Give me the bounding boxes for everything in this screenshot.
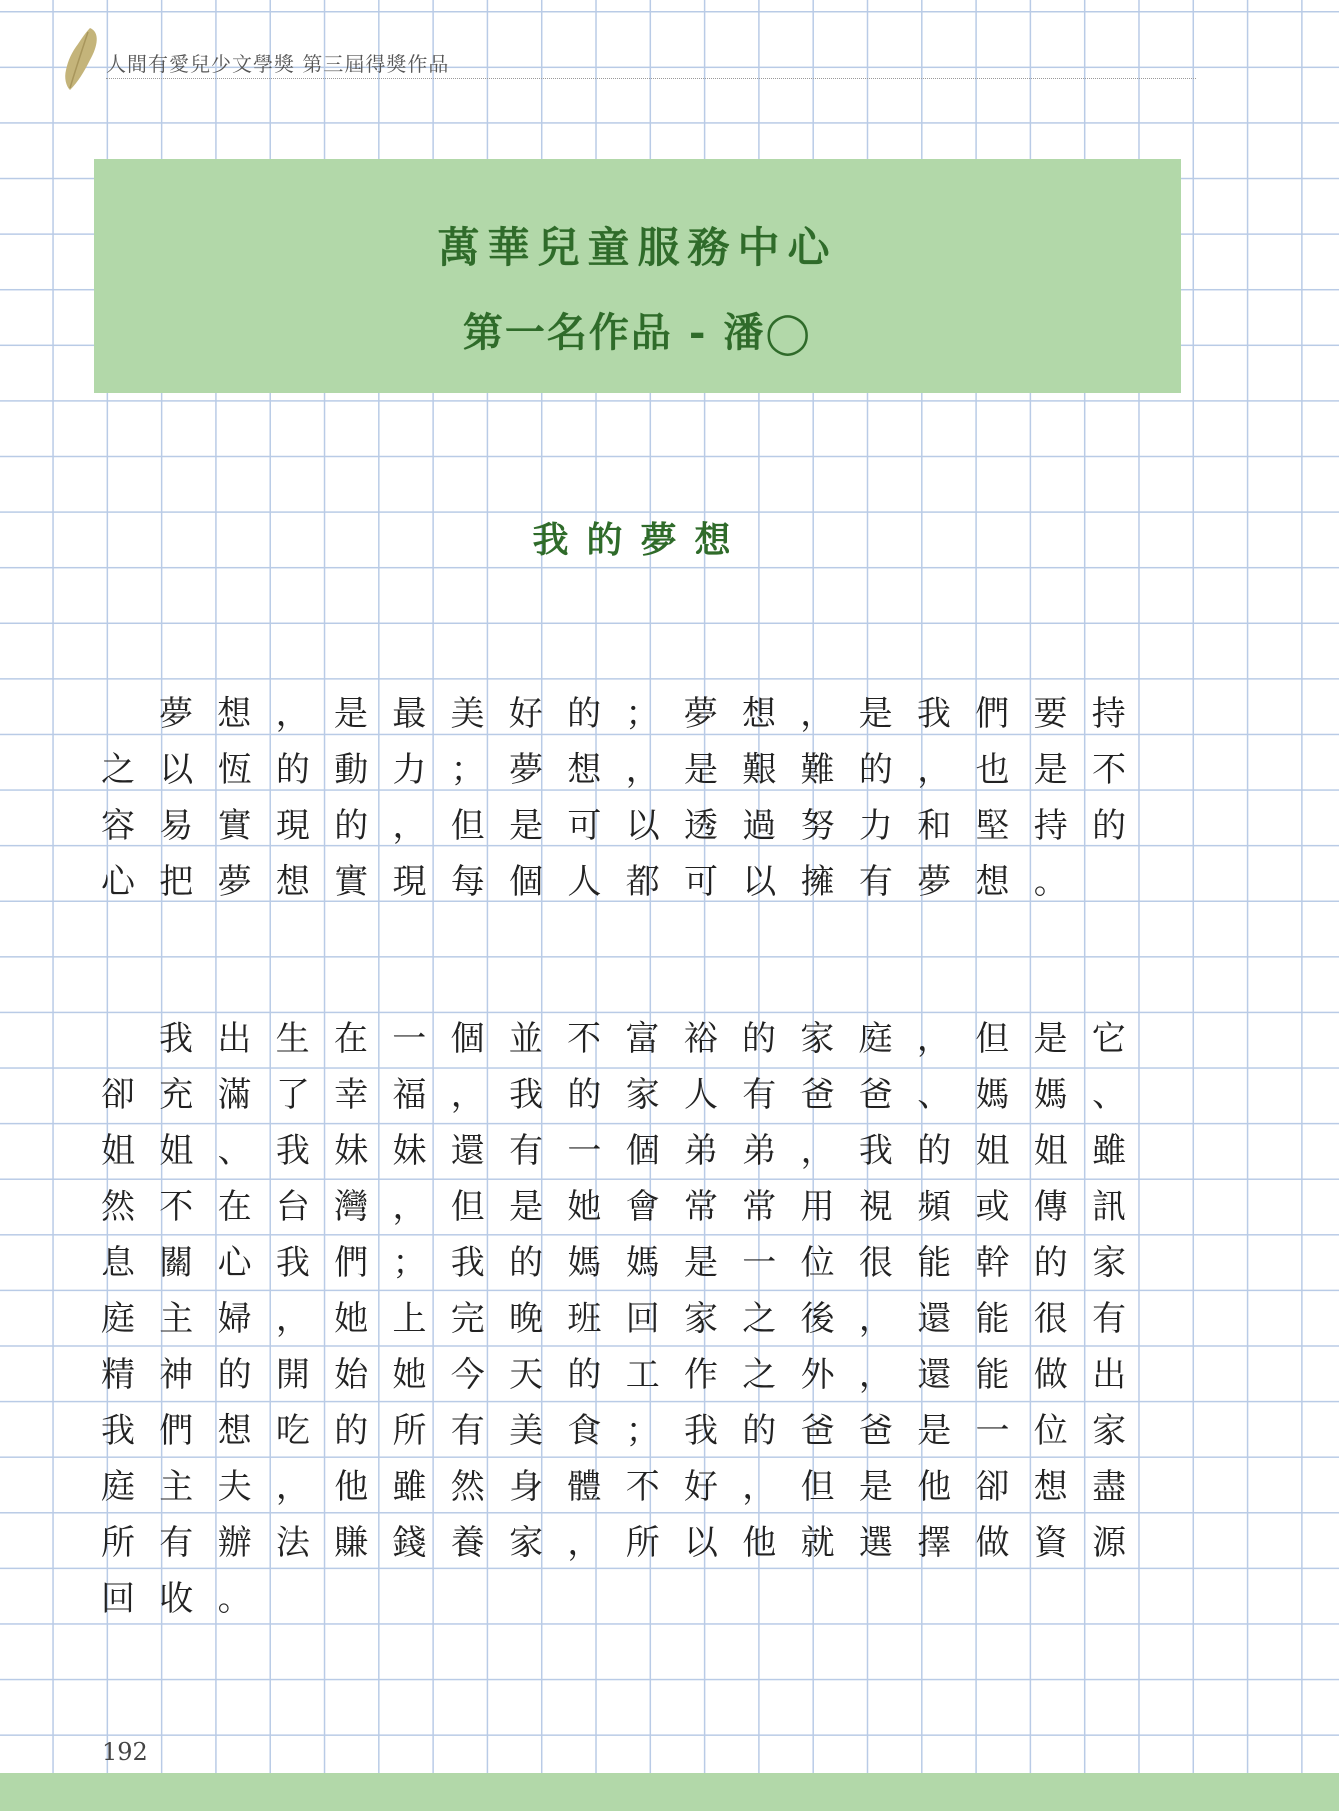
- footer-bar: [0, 1773, 1339, 1811]
- essay-paragraph: 我出生在一個並不富裕的家庭，但是它卻充滿了幸福，我的家人有爸爸、媽媽、姐姐、我妹妹還有一個弟弟，我的姐姐雖然不在台灣，但是她會常常用視頻或傳訊息關心我們；我的媽媽是一位很能幹的家庭主婦，她上完晚班回家之後，還能很有精神的開始她今天的工作之外，還能做出我們想吃的所有美食；我的爸爸是一位家庭主夫，他雖然身體不好，但是他卻想盡所有辦法賺錢養家，所以他就選擇做資源回收。: [101, 1019, 1151, 1619]
- essay-paragraph: 夢想，是最美好的；夢想，是我們要持之以恆的動力；夢想，是艱難的，也是不容易實現的，但是可以透過努力和堅持的心把夢想實現每個人都可以擁有夢想。: [101, 694, 1151, 902]
- center-name: 萬華兒童服務中心: [437, 223, 838, 272]
- essay-title: 我的夢想: [532, 519, 749, 561]
- taiwan-leaf-icon: [60, 26, 104, 92]
- page-number: 192: [102, 1738, 148, 1766]
- essay-paragraph-2-block: [101, 1011, 1186, 1627]
- essay-paragraph-1-block: [101, 686, 1186, 910]
- award-author-line: 第一名作品 - 潘◯: [462, 309, 813, 356]
- title-banner: [94, 159, 1181, 393]
- header-series-title: 人間有愛兒少文學獎 第三屆得獎作品: [106, 52, 450, 76]
- header-dotted-rule: [106, 78, 1196, 79]
- page-header: [60, 26, 1200, 86]
